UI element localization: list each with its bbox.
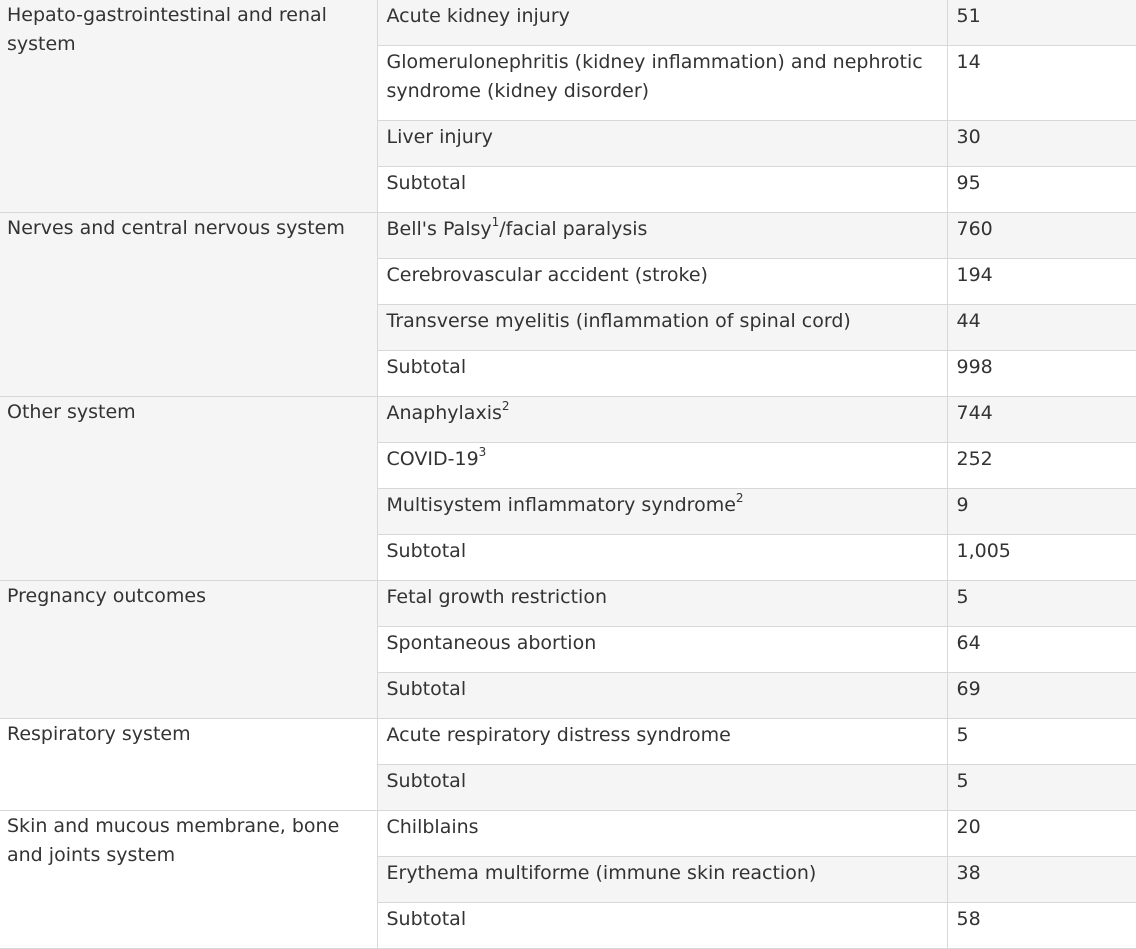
- effect-cell: COVID-$19^3$: [377, 443, 947, 489]
- count-cell: 20: [947, 811, 1136, 857]
- effect-cell: Transverse myelitis (inflammation of spinal cord): [377, 305, 947, 351]
- effect-cell: Subtotal: [377, 351, 947, 397]
- table-row: [0, 0, 1136, 46]
- effect-cell: Erythema multiforme (immune skin reaction): [377, 857, 947, 903]
- count-cell: 14: [947, 46, 1136, 121]
- count-cell: 744: [947, 397, 1136, 443]
- effect-cell: Subtotal: [377, 535, 947, 581]
- count-cell: 1,005: [947, 535, 1136, 581]
- count-cell: 51: [947, 0, 1136, 46]
- table-row: [0, 811, 1136, 857]
- system-cell: Hepato-gastrointestinal and renal system: [0, 0, 377, 213]
- count-cell: 58: [947, 903, 1136, 949]
- count-cell: 9: [947, 489, 1136, 535]
- effect-cell: Acute kidney injury: [377, 0, 947, 46]
- count-cell: 30: [947, 121, 1136, 167]
- count-cell: 5: [947, 719, 1136, 765]
- effect-cell: Anaphylaxis$^2$: [377, 397, 947, 443]
- effect-cell: Multisystem inflammatory syndrome$^2$: [377, 489, 947, 535]
- effect-cell: Cerebrovascular accident (stroke): [377, 259, 947, 305]
- effect-cell: Subtotal: [377, 765, 947, 811]
- count-cell: 69: [947, 673, 1136, 719]
- system-cell: Skin and mucous membrane, bone and joints system: [0, 811, 377, 949]
- table-row: [0, 719, 1136, 765]
- count-cell: 760: [947, 213, 1136, 259]
- system-cell: Respiratory system: [0, 719, 377, 811]
- count-cell: 194: [947, 259, 1136, 305]
- count-cell: 5: [947, 581, 1136, 627]
- count-cell: 38: [947, 857, 1136, 903]
- table-row: [0, 581, 1136, 627]
- count-cell: 5: [947, 765, 1136, 811]
- effect-cell: Glomerulonephritis (kidney inflammation) and nephrotic syndrome (kidney disorder): [377, 46, 947, 121]
- count-cell: 998: [947, 351, 1136, 397]
- effect-cell: Bell's Palsy$^1$/facial paralysis: [377, 213, 947, 259]
- effect-cell: Spontaneous abortion: [377, 627, 947, 673]
- table-row: [0, 397, 1136, 443]
- effect-cell: Subtotal: [377, 167, 947, 213]
- count-cell: 95: [947, 167, 1136, 213]
- count-cell: 64: [947, 627, 1136, 673]
- effect-cell: Chilblains: [377, 811, 947, 857]
- system-cell: Pregnancy outcomes: [0, 581, 377, 719]
- effect-cell: Liver injury: [377, 121, 947, 167]
- count-cell: 44: [947, 305, 1136, 351]
- system-cell: Other system: [0, 397, 377, 581]
- system-cell: Nerves and central nervous system: [0, 213, 377, 397]
- count-cell: 252: [947, 443, 1136, 489]
- effect-cell: Subtotal: [377, 673, 947, 719]
- table-row: [0, 213, 1136, 259]
- effect-cell: Acute respiratory distress syndrome: [377, 719, 947, 765]
- effect-cell: Subtotal: [377, 903, 947, 949]
- effect-cell: Fetal growth restriction: [377, 581, 947, 627]
